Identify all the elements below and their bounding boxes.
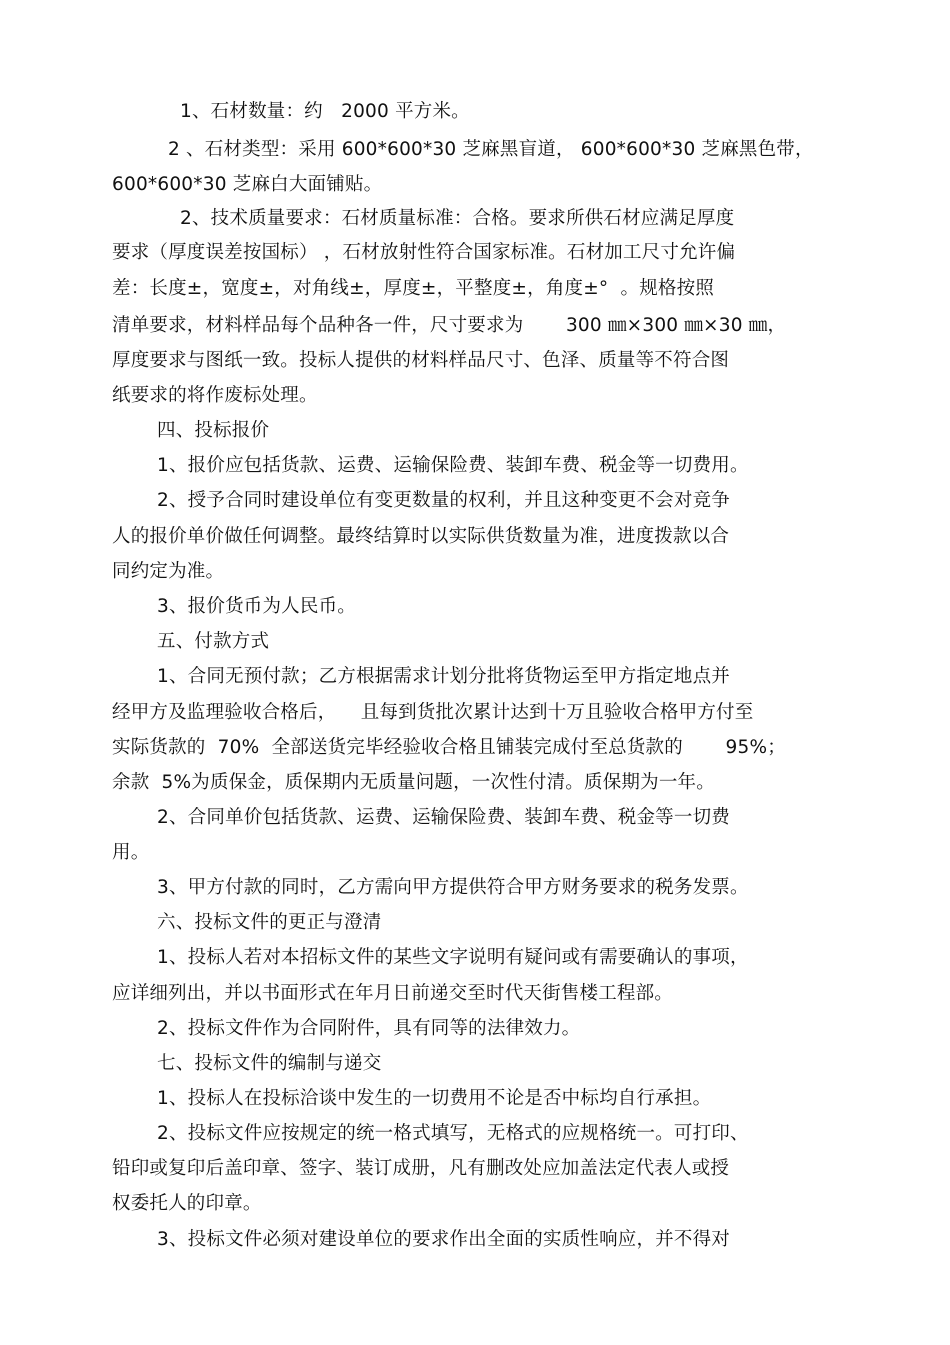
text-line: 厚度要求与图纸一致。投标人提供的材料样品尺寸、色泽、质量等不符合图	[112, 350, 730, 371]
text-line: 1、投标人在投标洽谈中发生的一切费用不论是否中标均自行承担。	[157, 1088, 712, 1109]
text-line: 要求（厚度误差按国标） ，石材放射性符合国家标准。石材加工尺寸允许偏	[112, 242, 736, 263]
text-line: 1、合同无预付款；乙方根据需求计划分批将货物运至甲方指定地点并	[157, 666, 730, 687]
text-line: 权委托人的印章。	[112, 1193, 262, 1214]
text-line: 纸要求的将作废标处理。	[112, 385, 318, 406]
text-line: 3、甲方付款的同时，乙方需向甲方提供符合甲方财务要求的税务发票。	[157, 877, 749, 898]
text-line: 1、石材数量：约 2000 平方米。	[180, 101, 470, 122]
section-heading: 五、付款方式	[157, 631, 270, 652]
text-line: 用。	[112, 842, 150, 863]
text-line: 1、投标人若对本招标文件的某些文字说明有疑问或有需要确认的事项，	[157, 947, 749, 968]
text-line: 差：长度±，宽度±，对角线±，厚度±，平整度±，角度±° 。规格按照	[112, 278, 715, 299]
text-line: 2、合同单价包括货款、运费、运输保险费、装卸车费、税金等一切费	[157, 807, 730, 828]
text-line: 2、投标文件应按规定的统一格式填写，无格式的应规格统一。可打印、	[157, 1123, 749, 1144]
text-line: 人的报价单价做任何调整。最终结算时以实际供货数量为准，进度拨款以合	[112, 526, 730, 547]
text-line: 清单要求，材料样品每个品种各一件，尺寸要求为 300 ㎜×300 ㎜×30 ㎜，	[112, 315, 787, 336]
text-line: 2 、石材类型：采用 600*600*30 芝麻黑盲道， 600*600*30 芝麻黑色带，	[168, 139, 814, 160]
text-line: 600*600*30 芝麻白大面铺贴。	[112, 174, 383, 195]
text-line: 同约定为准。	[112, 561, 225, 582]
text-line: 1、报价应包括货款、运费、运输保险费、装卸车费、税金等一切费用。	[157, 455, 749, 476]
text-line: 3、报价货币为人民币。	[157, 596, 356, 617]
text-line: 经甲方及监理验收合格后， 且每到货批次累计达到十万且验收合格甲方付至	[112, 702, 754, 723]
text-line: 2、技术质量要求：石材质量标准：合格。要求所供石材应满足厚度	[180, 208, 735, 229]
text-line: 2、投标文件作为合同附件，具有同等的法律效力。	[157, 1018, 581, 1039]
text-line: 实际货款的 70% 全部送货完毕经验收合格且铺装完成付至总货款的 95%；	[112, 737, 786, 758]
text-line: 2、授予合同时建设单位有变更数量的权利，并且这种变更不会对竞争	[157, 490, 730, 511]
text-line: 3、投标文件必须对建设单位的要求作出全面的实质性响应，并不得对	[157, 1229, 730, 1250]
text-line: 应详细列出，并以书面形式在年月日前递交至时代天街售楼工程部。	[112, 983, 674, 1004]
text-line: 余款 5%为质保金，质保期内无质量问题，一次性付清。质保期为一年。	[112, 772, 715, 793]
text-line: 铅印或复印后盖印章、签字、装订成册，凡有删改处应加盖法定代表人或授	[112, 1158, 730, 1179]
section-heading: 七、投标文件的编制与递交	[157, 1053, 382, 1074]
section-heading: 六、投标文件的更正与澄清	[157, 912, 382, 933]
section-heading: 四、投标报价	[157, 420, 270, 441]
